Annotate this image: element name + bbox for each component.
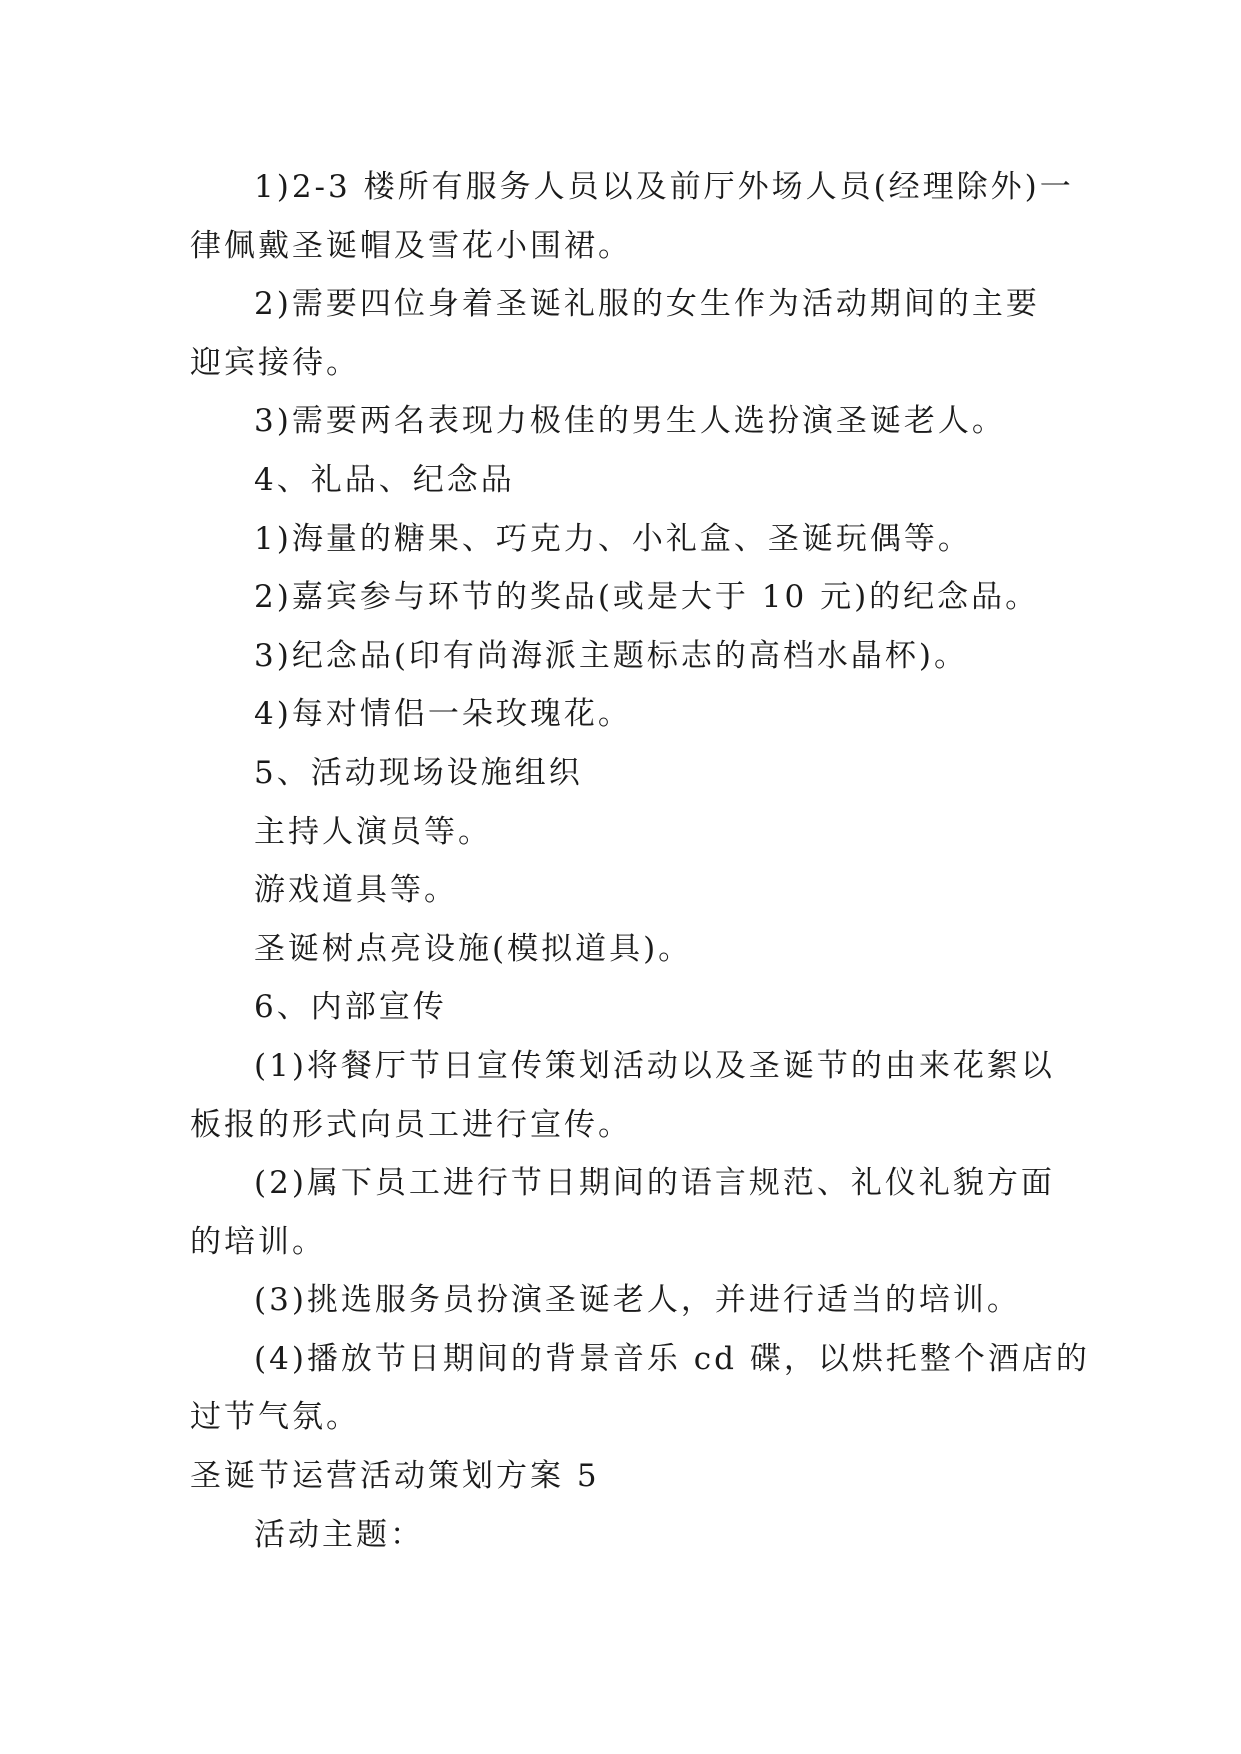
paragraph-line: 1)2-3 楼所有服务人员以及前厅外场人员(经理除外)一 (254, 169, 1074, 205)
paragraph-line: 板报的形式向员工进行宣传。 (190, 1106, 632, 1143)
section-heading: 4、礼品、纪念品 (254, 461, 515, 498)
paragraph-line: 迎宾接待。 (190, 344, 360, 381)
document-body (190, 158, 1090, 1564)
paragraph-line: (1)将餐厅节日宣传策划活动以及圣诞节的由来花絮以 (254, 1047, 1055, 1084)
paragraph-line: 2)嘉宾参与环节的奖品(或是大于 10 元)的纪念品。 (254, 579, 1040, 616)
paragraph-line: 的培训。 (190, 1223, 326, 1260)
paragraph-line: 3)需要两名表现力极佳的男生人选扮演圣诞老人。 (254, 403, 1006, 440)
paragraph-line: 过节气氛。 (190, 1399, 360, 1436)
paragraph-line: (3)挑选服务员扮演圣诞老人，并进行适当的培训。 (254, 1282, 1021, 1319)
paragraph-line: 4)每对情侣一朵玫瑰花。 (254, 696, 632, 733)
paragraph-line: 圣诞树点亮设施(模拟道具)。 (254, 930, 693, 967)
paragraph-line: 2)需要四位身着圣诞礼服的女生作为活动期间的主要 (254, 286, 1040, 323)
section-heading: 6、内部宣传 (254, 989, 447, 1026)
section-heading: 5、活动现场设施组织 (254, 754, 583, 791)
paragraph-line: 主持人演员等。 (254, 813, 492, 850)
paragraph-line: 3)纪念品(印有尚海派主题标志的高档水晶杯)。 (254, 637, 969, 674)
paragraph-line: 1)海量的糖果、巧克力、小礼盒、圣诞玩偶等。 (254, 520, 972, 557)
section-heading: 活动主题： (254, 1516, 424, 1553)
document-title: 圣诞节运营活动策划方案 5 (190, 1458, 600, 1495)
paragraph-line: (2)属下员工进行节日期间的语言规范、礼仪礼貌方面 (254, 1165, 1055, 1202)
paragraph-line: 游戏道具等。 (254, 872, 458, 909)
paragraph-line: 律佩戴圣诞帽及雪花小围裙。 (190, 227, 632, 264)
paragraph-line: (4)播放节日期间的背景音乐 cd 碟，以烘托整个酒店的 (254, 1340, 1090, 1377)
